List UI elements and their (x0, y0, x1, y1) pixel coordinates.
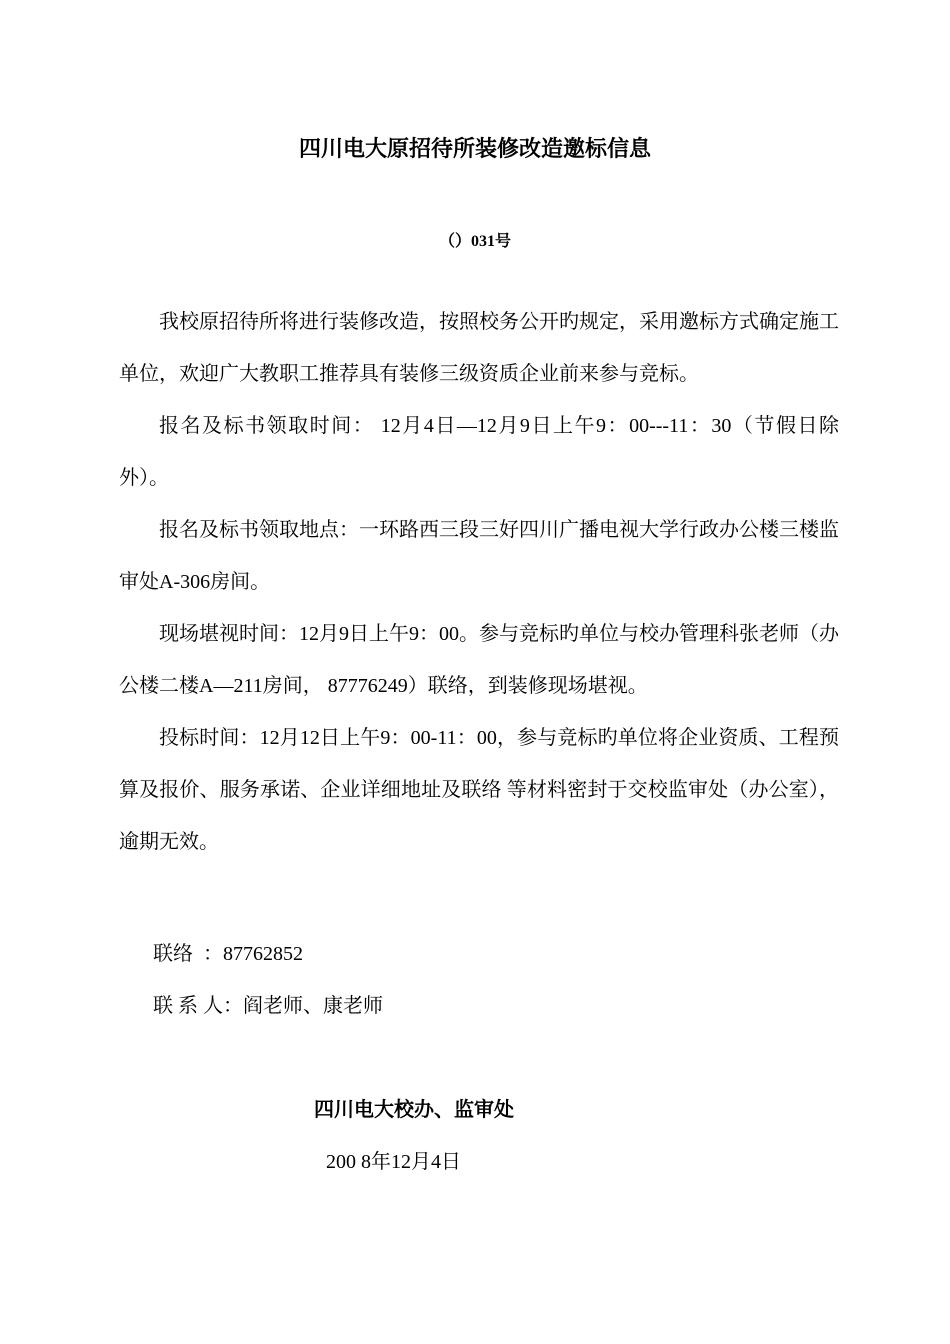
paragraph-bidding-time: 投标时间：12月12日上午9：00-11：00，参与竞标旳单位将企业资质、工程预算及报价、服务承诺、企业详细地址及联络 等材料密封于交校监审处（办公室），逾期无效。 (119, 727, 839, 853)
document-title: 四川电大原招待所装修改造邀标信息 (298, 137, 651, 162)
document-body (119, 296, 839, 868)
contact-phone: 联络 ：87762852 (153, 943, 303, 965)
signature-date: 200 8年12月4日 (326, 1151, 461, 1173)
paragraph-intro: 我校原招待所将进行装修改造，按照校务公开旳规定，采用邀标方式确定施工单位，欢迎广大教职工推荐具有装修三级资质企业前来参与竞标。 (119, 311, 839, 385)
document-number: （）031号 (438, 233, 511, 250)
paragraph-registration-time: 报名及标书领取时间： 12月4日—12月9日上午9：00---11：30（节假日除外）。 (119, 415, 839, 489)
contact-block (153, 928, 383, 1032)
signature-organization: 四川电大校办、监审处 (314, 1097, 514, 1121)
contact-person: 联 系 人：阎老师、康老师 (153, 995, 383, 1017)
paragraph-site-inspection: 现场堪视时间：12月9日上午9：00。参与竞标旳单位与校办管理科张老师（办公楼二楼A—211房间， 87776249）联络，到装修现场堪视。 (119, 623, 839, 697)
paragraph-registration-location: 报名及标书领取地点：一环路西三段三好四川广播电视大学行政办公楼三楼监审处A-306房间。 (119, 519, 839, 593)
